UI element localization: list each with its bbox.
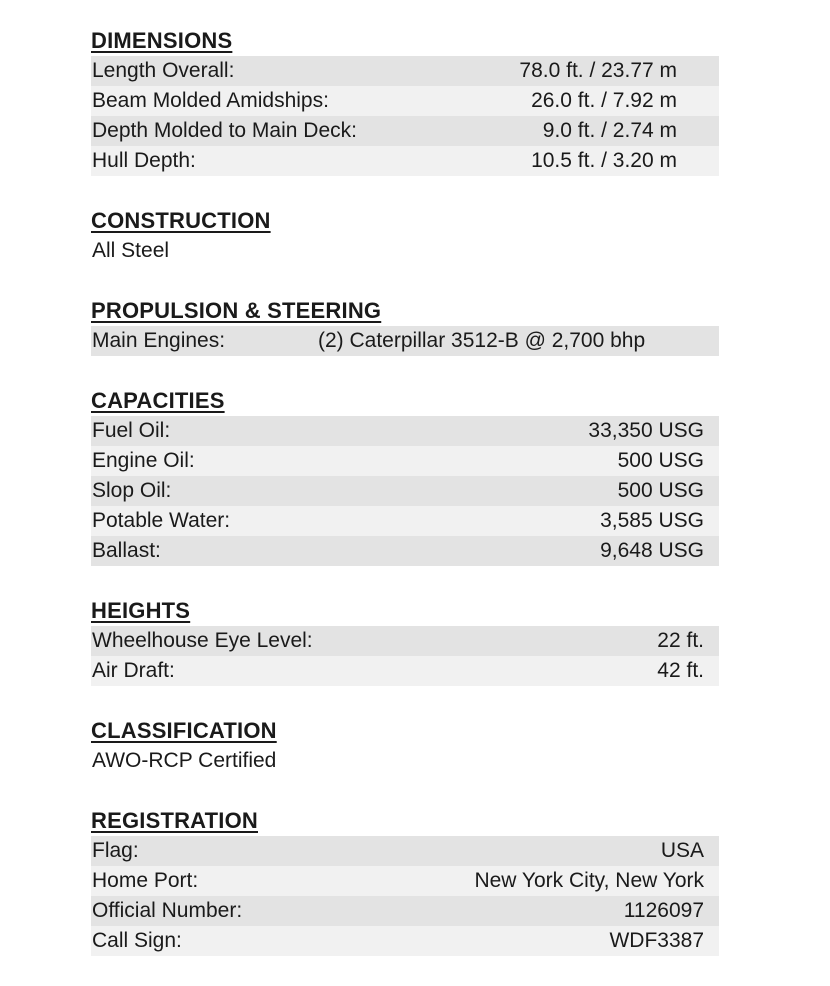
spec-row-wheelhouse-eye-level [91,626,719,656]
spec-value: 42 ft. [657,659,704,682]
spec-row-home-port [91,866,719,896]
spec-label: Hull Depth: [92,149,196,172]
spec-label: Engine Oil: [92,449,195,472]
spec-row-engine-oil [91,446,719,476]
spec-row-depth-molded [91,116,719,146]
spec-label: Depth Molded to Main Deck: [92,119,357,142]
spec-row-fuel-oil [91,416,719,446]
classification-section [91,716,719,776]
spec-value: 3,585 USG [600,509,704,532]
spec-label: Air Draft: [92,659,175,682]
dimensions-heading: DIMENSIONS [91,28,233,53]
registration-heading: REGISTRATION [91,808,258,833]
construction-text: All Steel [92,239,170,262]
spec-row-main-engines [91,326,719,356]
spec-value: WDF3387 [609,929,704,952]
classification-text: AWO-RCP Certified [92,749,277,772]
spec-value: 9.0 ft. / 2.74 m [542,119,677,142]
capacities-heading: CAPACITIES [91,388,225,413]
spec-value: 500 USG [617,479,704,502]
spec-row-beam [91,86,719,116]
propulsion-section [91,296,719,356]
spec-value: 500 USG [617,449,704,472]
spec-label: Official Number: [92,899,243,922]
propulsion-heading: PROPULSION & STEERING [91,298,382,323]
heights-section [91,596,719,686]
dimensions-section [91,26,719,176]
spec-row-flag [91,836,719,866]
spec-label: Length Overall: [92,59,235,82]
vessel-spec-sheet [91,26,719,986]
spec-value: New York City, New York [474,869,704,892]
spec-value: 26.0 ft. / 7.92 m [531,89,677,112]
spec-value: 22 ft. [657,629,704,652]
spec-label: Potable Water: [92,509,231,532]
classification-heading: CLASSIFICATION [91,718,277,743]
spec-value: USA [660,839,704,862]
construction-heading: CONSTRUCTION [91,208,271,233]
spec-row-call-sign [91,926,719,956]
spec-row-air-draft [91,656,719,686]
spec-row-slop-oil [91,476,719,506]
spec-label: Call Sign: [92,929,182,952]
spec-row-potable-water [91,506,719,536]
spec-value: 33,350 USG [588,419,704,442]
spec-value: 1126097 [623,899,704,922]
capacities-section [91,386,719,566]
spec-label: Main Engines: [92,329,226,352]
spec-value: 10.5 ft. / 3.20 m [531,149,677,172]
construction-section [91,206,719,266]
spec-label: Ballast: [92,539,161,562]
registration-section [91,806,719,956]
spec-value: (2) Caterpillar 3512-B @ 2,700 bhp [318,329,646,352]
spec-value: 78.0 ft. / 23.77 m [519,59,677,82]
spec-label: Beam Molded Amidships: [92,89,329,112]
spec-label: Home Port: [92,869,199,892]
spec-row-ballast [91,536,719,566]
spec-label: Fuel Oil: [92,419,171,442]
spec-label: Wheelhouse Eye Level: [92,629,313,652]
spec-row-hull-depth [91,146,719,176]
spec-row-official-number [91,896,719,926]
spec-label: Flag: [92,839,139,862]
spec-value: 9,648 USG [600,539,704,562]
spec-row-length-overall [91,56,719,86]
heights-heading: HEIGHTS [91,598,191,623]
spec-label: Slop Oil: [92,479,172,502]
